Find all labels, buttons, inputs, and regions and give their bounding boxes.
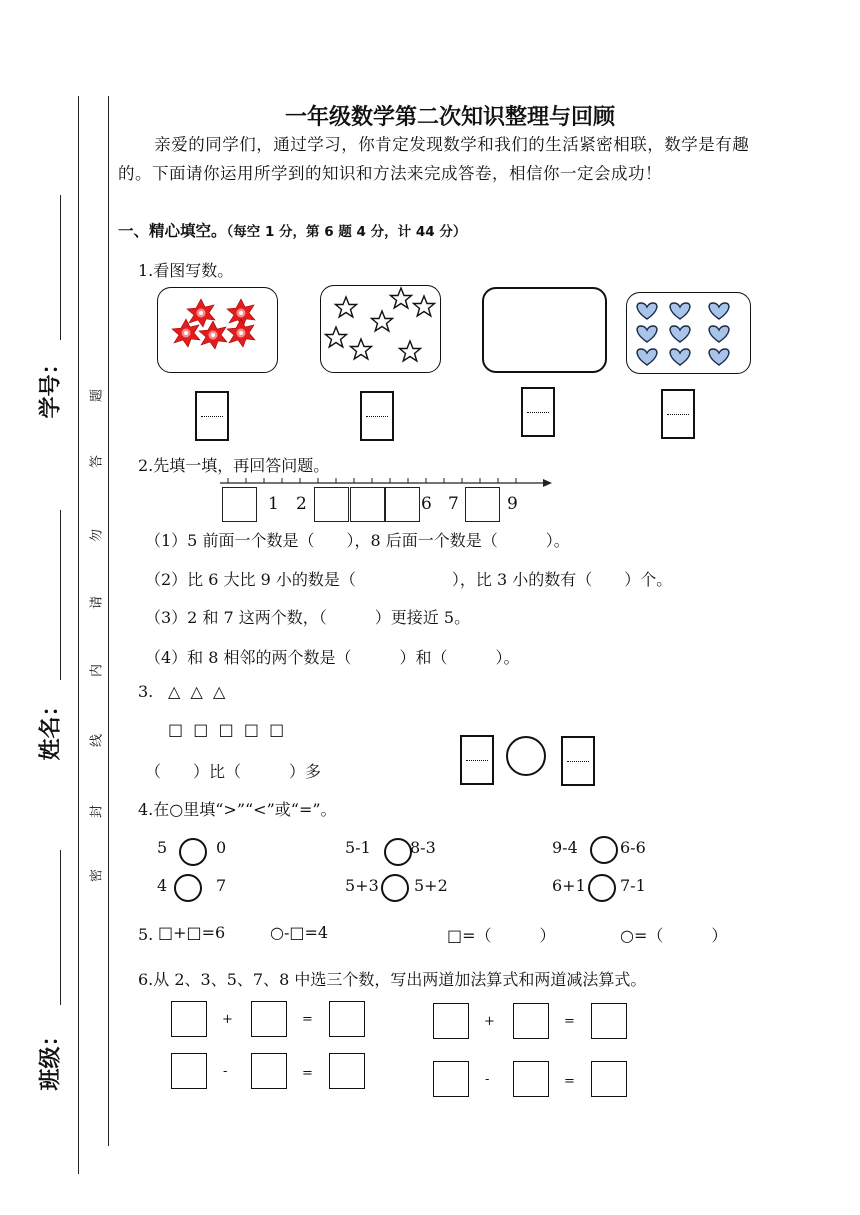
- subtraction-1-operand-2[interactable]: [251, 1053, 287, 1089]
- question-3-label: 3.: [138, 682, 154, 701]
- section-heading: [118, 219, 466, 241]
- compare-left: 5+3: [345, 876, 379, 895]
- question-6-text: 6.从 2、3、5、7、8 中选三个数，写出两道加法算式和两道减法算式。: [138, 970, 647, 989]
- question-5-label: 5.: [138, 925, 154, 944]
- number-line-blank[interactable]: [385, 487, 420, 522]
- compare-left: 9-4: [552, 838, 578, 857]
- heart-icon: [637, 303, 657, 319]
- number-line-label: 2: [296, 494, 307, 514]
- subtraction-1-result[interactable]: [329, 1053, 365, 1089]
- question-2-sub-1: （1）5 前面一个数是（ ），8 后面一个数是（ ）。: [145, 531, 570, 550]
- minus-sign: -: [485, 1072, 490, 1087]
- empty-picture: [482, 287, 607, 373]
- equals-sign: =: [564, 1014, 575, 1029]
- arrow-right-icon: [543, 479, 552, 487]
- seal-char: 内: [89, 664, 105, 678]
- question-4-text: 4.在○里填“>”“<”或“=”。: [138, 800, 337, 819]
- heart-icon: [637, 326, 657, 342]
- question-2-sub-4: （4）和 8 相邻的两个数是（ ）和（ ）。: [145, 648, 520, 667]
- star-icon: [372, 311, 393, 331]
- compare-left: 5: [157, 838, 168, 857]
- compare-circle[interactable]: [381, 874, 409, 902]
- intro-paragraph: 亲爱的同学们，通过学习，你肯定发现数学和我们的生活紧密相联，数学是有趣的。下面请你运用所学到的知识和方法来完成答卷，相信你一定会成功！: [118, 135, 750, 183]
- compare-right: 7-1: [620, 876, 646, 895]
- equation-circle-difference: ○-□=4: [270, 923, 329, 942]
- subtraction-2-operand-1[interactable]: [433, 1061, 469, 1097]
- seal-char: 答: [89, 455, 105, 469]
- plus-sign: +: [484, 1014, 495, 1029]
- compare-circle[interactable]: [179, 838, 207, 866]
- seal-char: 线: [89, 734, 105, 748]
- compare-right: 6-6: [620, 838, 646, 857]
- section-points: （每空 1 分，第 6 题 4 分，计 44 分）: [226, 224, 467, 240]
- question-2-text: 2.先填一填，再回答问题。: [138, 456, 330, 475]
- number-line-label: 6: [421, 494, 432, 514]
- heart-icon: [670, 303, 690, 319]
- star-icon: [336, 297, 357, 317]
- answer-box-hearts[interactable]: [661, 389, 695, 439]
- triangles-row: △ △ △: [168, 682, 226, 701]
- answer-box-flowers[interactable]: [195, 391, 229, 441]
- page-title: 一年级数学第二次知识整理与回顾: [284, 105, 615, 130]
- compare-circle[interactable]: [588, 874, 616, 902]
- star-icon: [351, 339, 372, 359]
- hearts-illustration: [627, 293, 750, 373]
- question-2-sub-3: （3）2 和 7 这两个数，（ ）更接近 5。: [145, 608, 471, 627]
- addition-2-result[interactable]: [591, 1003, 627, 1039]
- seal-char: 勿: [89, 529, 105, 543]
- seal-char: 题: [89, 389, 105, 403]
- circle-value-answer[interactable]: ○=（ ）: [620, 926, 728, 945]
- equals-sign: =: [302, 1012, 313, 1027]
- plus-sign: +: [222, 1012, 233, 1027]
- student-id-field[interactable]: [60, 510, 61, 680]
- compare-right: 5+2: [414, 876, 448, 895]
- student-id-label: 学号：: [37, 352, 64, 419]
- section-heading-text: 一、精心填空。: [118, 222, 227, 240]
- addition-1-operand-1[interactable]: [171, 1001, 207, 1037]
- compare-right: 0: [216, 838, 227, 857]
- seal-char: 封: [89, 805, 105, 819]
- number-line-blank[interactable]: [314, 487, 349, 522]
- binding-line-right: [108, 96, 109, 1146]
- subtraction-1-operand-1[interactable]: [171, 1053, 207, 1089]
- compare-circle[interactable]: [590, 836, 618, 864]
- flowers-illustration: [158, 288, 277, 372]
- subtraction-2-operand-2[interactable]: [513, 1061, 549, 1097]
- compare-left: 6+1: [552, 876, 586, 895]
- compare-left: 5-1: [345, 838, 371, 857]
- equation-box-sum: □+□=6: [158, 923, 226, 942]
- compare-box-left[interactable]: [460, 735, 494, 785]
- flower-icon: [227, 319, 255, 347]
- binding-line-left: [78, 96, 79, 1174]
- answer-box-empty[interactable]: [521, 387, 555, 437]
- compare-circle[interactable]: [174, 874, 202, 902]
- heart-icon: [637, 349, 657, 365]
- addition-2-operand-2[interactable]: [513, 1003, 549, 1039]
- flower-icon: [187, 299, 215, 327]
- addition-1-operand-2[interactable]: [251, 1001, 287, 1037]
- heart-icon: [670, 349, 690, 365]
- box-value-answer[interactable]: □=（ ）: [447, 926, 556, 945]
- star-icon: [400, 341, 421, 361]
- heart-icon: [709, 303, 729, 319]
- addition-1-result[interactable]: [329, 1001, 365, 1037]
- number-line-label: 1: [268, 494, 279, 514]
- question-1-text: 1.看图写数。: [138, 261, 234, 280]
- heart-icon: [709, 349, 729, 365]
- compare-right: 8-3: [410, 838, 436, 857]
- star-icon: [414, 296, 435, 316]
- name-field[interactable]: [60, 850, 61, 1005]
- flowers-picture: [157, 287, 278, 373]
- squares-row: □ □ □ □ □: [168, 720, 285, 739]
- heart-icon: [670, 326, 690, 342]
- number-line-blank[interactable]: [465, 487, 500, 522]
- number-line-label: 7: [448, 494, 459, 514]
- question-2-sub-2: （2）比 6 大比 9 小的数是（ ），比 3 小的数有（ ）个。: [145, 570, 673, 589]
- addition-2-operand-1[interactable]: [433, 1003, 469, 1039]
- stars-illustration: [321, 286, 440, 372]
- minus-sign: -: [223, 1064, 228, 1079]
- star-icon: [326, 327, 347, 347]
- heart-icon: [709, 326, 729, 342]
- hearts-picture: [626, 292, 751, 374]
- compare-right: 7: [216, 876, 227, 895]
- compare-circle[interactable]: [384, 838, 412, 866]
- flower-icon: [172, 319, 200, 347]
- compare-left: 4: [157, 876, 168, 895]
- answer-box-stars[interactable]: [360, 391, 394, 441]
- class-label: 班级：: [37, 1024, 64, 1091]
- equals-sign: =: [302, 1066, 313, 1081]
- number-line-label: 9: [507, 494, 518, 514]
- seal-char: 密: [89, 869, 105, 883]
- equals-sign: =: [564, 1074, 575, 1089]
- number-line-blank[interactable]: [222, 487, 257, 522]
- number-line-blank[interactable]: [350, 487, 385, 522]
- name-label: 姓名：: [37, 694, 64, 761]
- question-3-text: （ ）比（ ）多: [145, 762, 322, 781]
- student-id-underline: [60, 195, 61, 340]
- stars-picture: [320, 285, 441, 373]
- seal-char: 请: [89, 596, 105, 610]
- compare-circle[interactable]: [506, 736, 546, 776]
- subtraction-2-result[interactable]: [591, 1061, 627, 1097]
- compare-box-right[interactable]: [561, 736, 595, 786]
- star-icon: [391, 288, 412, 308]
